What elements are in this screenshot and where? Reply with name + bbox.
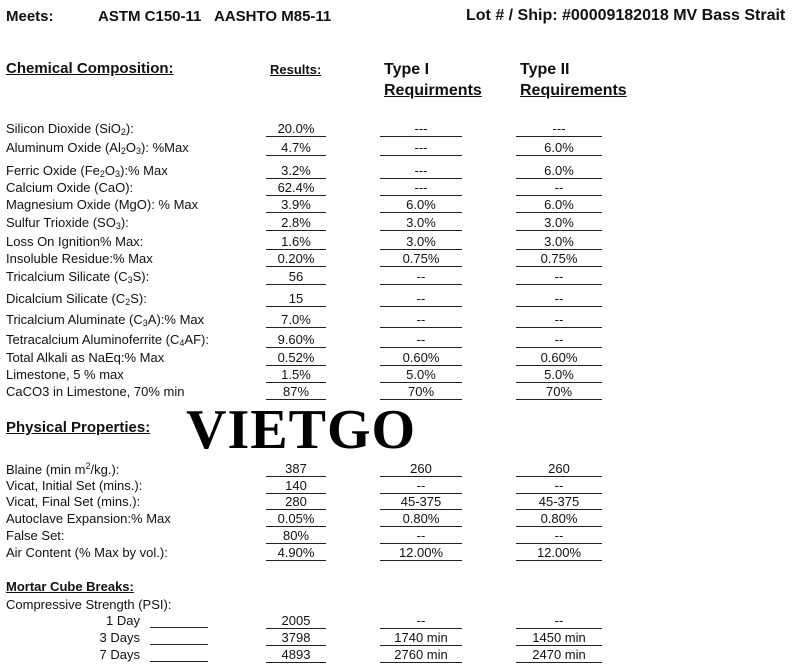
type2-cell: --- (516, 121, 602, 137)
result-cell: 20.0% (266, 121, 326, 137)
type1-cell: -- (380, 312, 462, 328)
type2-cell: 0.80% (516, 511, 602, 527)
physical-row-label: Autoclave Expansion:% Max (6, 511, 171, 526)
type1-cell: 0.75% (380, 251, 462, 267)
type1-heading (384, 59, 482, 101)
type2-cell: 1450 min (516, 630, 602, 646)
type1-heading-line1: Type I (384, 61, 430, 78)
type2-cell: 3.0% (516, 215, 602, 231)
mortar-day-label: 7 Days (99, 647, 140, 662)
mortar-day-label: 3 Days (99, 630, 140, 645)
subscript: 3 (136, 146, 142, 156)
type1-cell: 260 (380, 461, 462, 477)
type2-cell: -- (516, 478, 602, 494)
subscript: 3 (127, 275, 133, 285)
type2-cell: -- (516, 180, 602, 196)
vietgo-watermark: VIETGO (186, 399, 417, 461)
mortar-cube-breaks-heading: Mortar Cube Breaks: (6, 579, 134, 594)
standard-aashto: AASHTO M85-11 (214, 8, 332, 25)
physical-row-label: Air Content (% Max by vol.): (6, 545, 168, 560)
subscript: 3 (115, 221, 121, 231)
type2-cell: -- (516, 332, 602, 348)
type1-cell: --- (380, 121, 462, 137)
mortar-day-label: 1 Day (106, 613, 140, 628)
type1-cell: -- (380, 613, 462, 629)
subscript: 2 (120, 127, 126, 137)
chemical-row-label: Loss On Ignition% Max: (6, 234, 144, 249)
chemical-row-label: Tetracalcium Aluminoferrite $(C_4AF)$: (6, 332, 209, 348)
lot-ship-number: Lot # / Ship: #00009182018 MV Bass Strait (466, 7, 786, 24)
type1-cell: 3.0% (380, 215, 462, 231)
chemical-row-label: CaCO3 in Limestone, 70% min (6, 384, 185, 399)
result-cell: 2.8% (266, 215, 326, 231)
result-cell: 9.60% (266, 332, 326, 348)
result-cell: 0.20% (266, 251, 326, 267)
subscript: 3 (115, 169, 121, 179)
type1-heading-line2: Requirments (384, 82, 482, 99)
mortar-day-underline (150, 647, 208, 662)
chemical-row-label: Magnesium Oxide (MgO): % Max (6, 197, 199, 212)
type2-cell: 6.0% (516, 197, 602, 213)
type1-cell: --- (380, 180, 462, 196)
chemical-row-label: Tricalcium Aluminate $(C_3A):\%$ Max (6, 312, 205, 328)
type2-cell: -- (516, 528, 602, 544)
chemical-row-label: Aluminum Oxide $(Al_2O_3)$: %Max (6, 140, 189, 156)
type1-cell: 12.00% (380, 545, 462, 561)
chemical-row-label: Dicalcium Silicate $(C_2S)$: (6, 291, 147, 307)
result-cell: 387 (266, 461, 326, 477)
type1-cell: 0.60% (380, 350, 462, 366)
type1-cell: 0.80% (380, 511, 462, 527)
type1-cell: -- (380, 528, 462, 544)
type2-heading-line2: Requirements (520, 82, 627, 99)
type1-cell: --- (380, 140, 462, 156)
type2-cell: 6.0% (516, 140, 602, 156)
chemical-row-label: Sulfur Trioxide $(SO_3)$: (6, 215, 129, 231)
result-cell: 4.7% (266, 140, 326, 156)
type2-cell: 6.0% (516, 163, 602, 179)
result-cell: 4893 (266, 647, 326, 663)
type1-cell: -- (380, 269, 462, 285)
physical-row-label: Vicat, Initial Set (mins.): (6, 478, 143, 493)
compressive-strength-label: Compressive Strength (PSI): (6, 597, 172, 612)
mortar-day-underline (150, 630, 208, 645)
type1-cell: 3.0% (380, 234, 462, 250)
type1-cell: -- (380, 478, 462, 494)
type1-cell: 5.0% (380, 367, 462, 383)
type2-cell: 2470 min (516, 647, 602, 663)
result-cell: 15 (266, 291, 326, 307)
physical-properties-heading: Physical Properties: (6, 419, 151, 436)
type2-cell: 70% (516, 384, 602, 400)
chemical-row-label: Total Alkali as NaEq:% Max (6, 350, 165, 365)
subscript: 2 (99, 169, 105, 179)
result-cell: 3.9% (266, 197, 326, 213)
type2-cell: -- (516, 291, 602, 307)
type2-heading-line1: Type II (520, 61, 570, 78)
superscript: 2 (85, 461, 91, 471)
type1-cell: -- (380, 291, 462, 307)
result-cell: 0.05% (266, 511, 326, 527)
type2-cell: -- (516, 613, 602, 629)
result-cell: 80% (266, 528, 326, 544)
result-cell: 62.4% (266, 180, 326, 196)
subscript: 2 (120, 146, 126, 156)
type2-cell: 0.60% (516, 350, 602, 366)
type1-cell: 2760 min (380, 647, 462, 663)
type2-cell: 45-375 (516, 494, 602, 510)
result-cell: 4.90% (266, 545, 326, 561)
mortar-day-underline (150, 613, 208, 628)
result-cell: 56 (266, 269, 326, 285)
result-cell: 2005 (266, 613, 326, 629)
result-cell: 3798 (266, 630, 326, 646)
result-cell: 87% (266, 384, 326, 400)
chemical-row-label: Insoluble Residue:% Max (6, 251, 153, 266)
chemical-row-label: Ferric Oxide $(Fe_2O_3):\%$ Max (6, 163, 168, 179)
type1-cell: 45-375 (380, 494, 462, 510)
type2-cell: -- (516, 269, 602, 285)
type2-cell: -- (516, 312, 602, 328)
type2-cell: 3.0% (516, 234, 602, 250)
meets-label: Meets: (6, 8, 54, 25)
chemical-row-label: Silicon Dioxide (SiO$_2$): (6, 121, 134, 137)
chemical-row-label: Calcium Oxide (CaO): (6, 180, 134, 195)
result-cell: 1.6% (266, 234, 326, 250)
type2-cell: 5.0% (516, 367, 602, 383)
result-cell: 1.5% (266, 367, 326, 383)
result-cell: 0.52% (266, 350, 326, 366)
result-cell: 7.0% (266, 312, 326, 328)
chemical-row-label: Limestone, 5 % max (6, 367, 124, 382)
chemical-row-label: Tricalcium Silicate $(C_3S)$: (6, 269, 150, 285)
results-heading: Results: (270, 62, 322, 77)
type2-cell: 260 (516, 461, 602, 477)
result-cell: 140 (266, 478, 326, 494)
type1-cell: 6.0% (380, 197, 462, 213)
type2-heading (520, 59, 627, 101)
physical-row-label: Vicat, Final Set (mins.): (6, 494, 141, 509)
subscript: 3 (142, 318, 148, 328)
result-cell: 280 (266, 494, 326, 510)
type1-cell: -- (380, 332, 462, 348)
standard-astm: ASTM C150-11 (98, 8, 202, 25)
physical-row-label: Blaine (min $m^2/kg$.): (6, 461, 120, 477)
type2-cell: 12.00% (516, 545, 602, 561)
type1-cell: 70% (380, 384, 462, 400)
type2-cell: 0.75% (516, 251, 602, 267)
subscript: 2 (125, 297, 131, 307)
physical-row-label: False Set: (6, 528, 65, 543)
subscript: 4 (179, 338, 185, 348)
type1-cell: 1740 min (380, 630, 462, 646)
result-cell: 3.2% (266, 163, 326, 179)
chemical-composition-heading: Chemical Composition: (6, 60, 174, 77)
type1-cell: --- (380, 163, 462, 179)
